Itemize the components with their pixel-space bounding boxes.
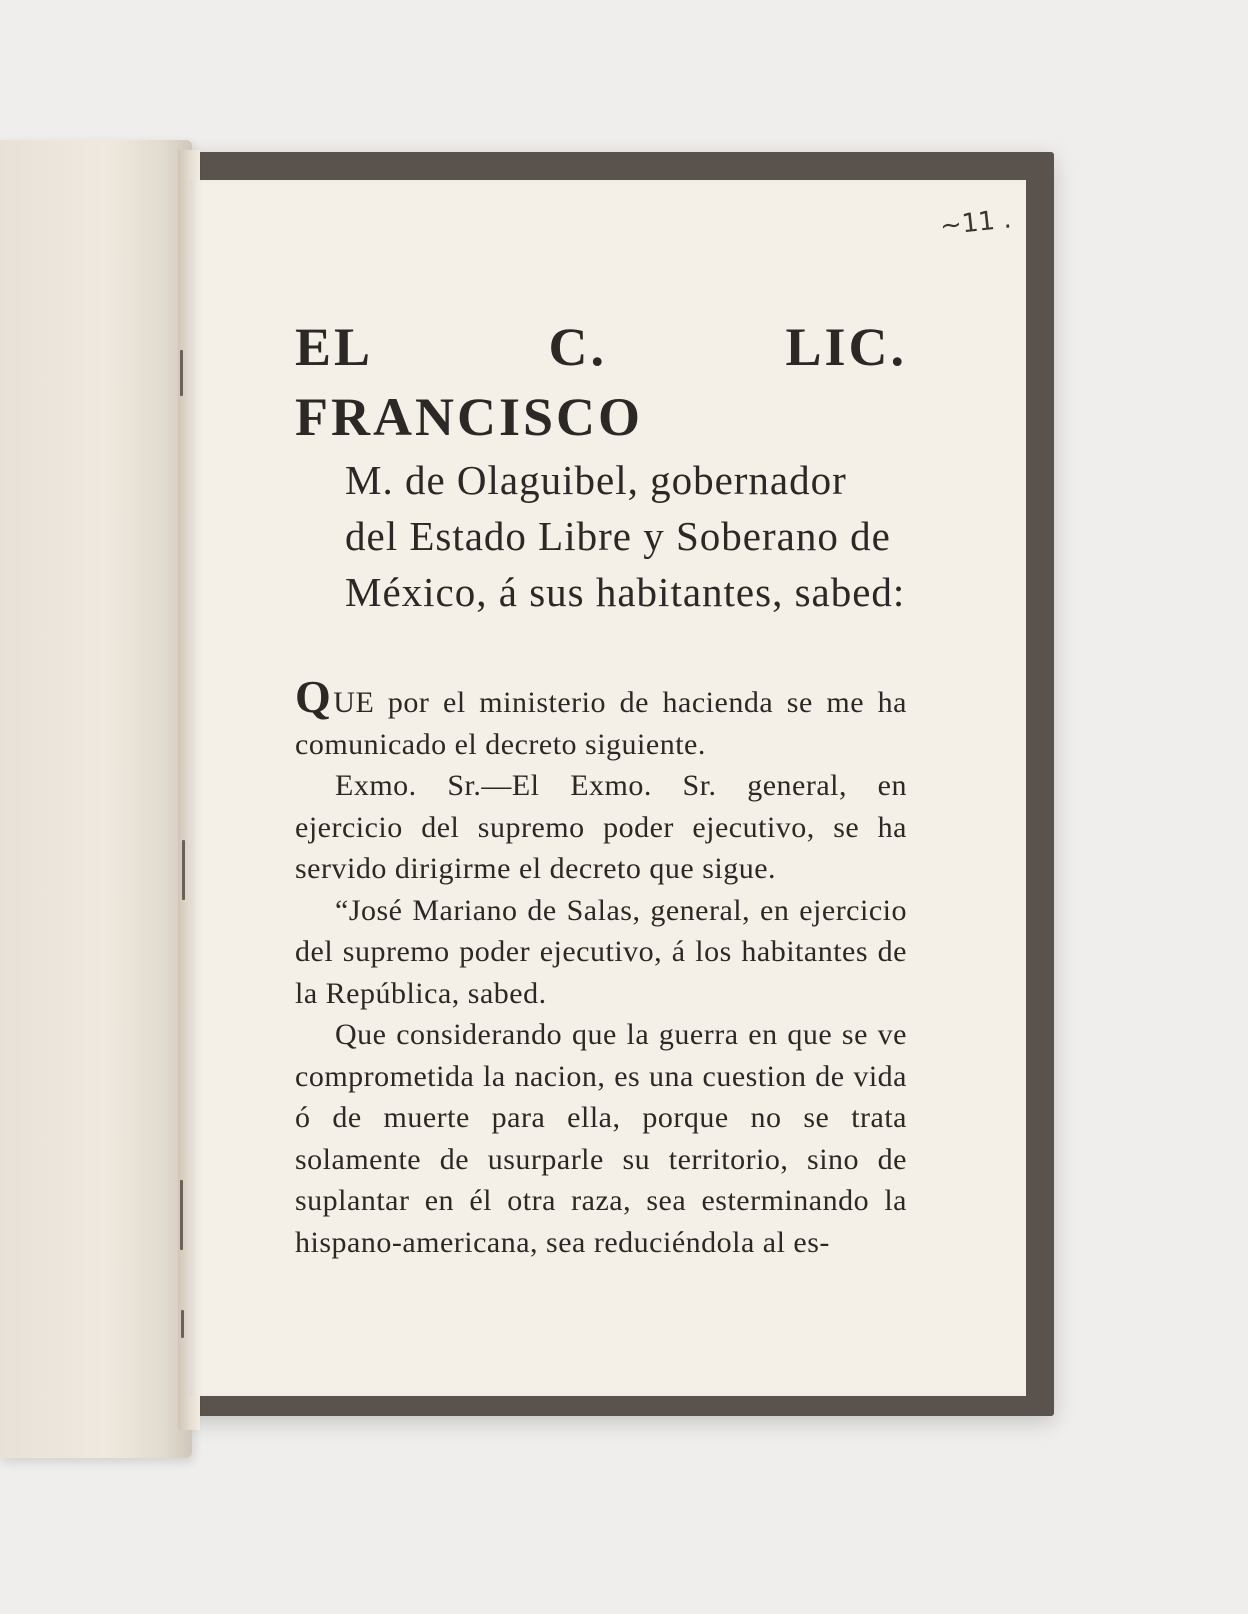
paragraph-4: Que considerando que la guerra en que se ve comprometida la nacion, es una cuestion de vida ó de muerte para ella, porque no se trata solamente de usurparle su territorio, sino de suplantar en él otra raza, sea esterminando la hispano-americana, sea reduciéndola al es-	[295, 1018, 907, 1259]
paragraph-1	[295, 671, 907, 765]
binding-stitch	[180, 350, 183, 396]
paragraph-1-text: UE por el ministerio de hacienda se me ha comunicado el decreto siguiente.	[295, 686, 907, 761]
binding-stitch	[182, 840, 185, 900]
paragraph-3: “José Mariano de Salas, general, en ejercicio del supremo poder ejecutivo, á los habitantes de la República, sabed.	[295, 893, 907, 1010]
heading-subtitle: M. de Olaguibel, gobernador del Estado Libre y Soberano de México, á sus habitantes, sabed:	[345, 457, 906, 615]
heading-title: EL C. LIC. FRANCISCO	[295, 317, 907, 447]
text-block	[295, 312, 907, 1263]
binding-stitch	[180, 1180, 183, 1250]
left-page	[0, 140, 192, 1458]
binding-stitch	[181, 1310, 184, 1338]
document-page	[190, 180, 1026, 1396]
body-text	[295, 671, 907, 1263]
paragraph-2: Exmo. Sr.—El Exmo. Sr. general, en ejercicio del supremo poder ejecutivo, se ha servido dirigirme el decreto que sigue.	[295, 769, 907, 885]
drop-cap: Q	[295, 671, 332, 722]
page-number: ~11 .	[938, 204, 1013, 242]
